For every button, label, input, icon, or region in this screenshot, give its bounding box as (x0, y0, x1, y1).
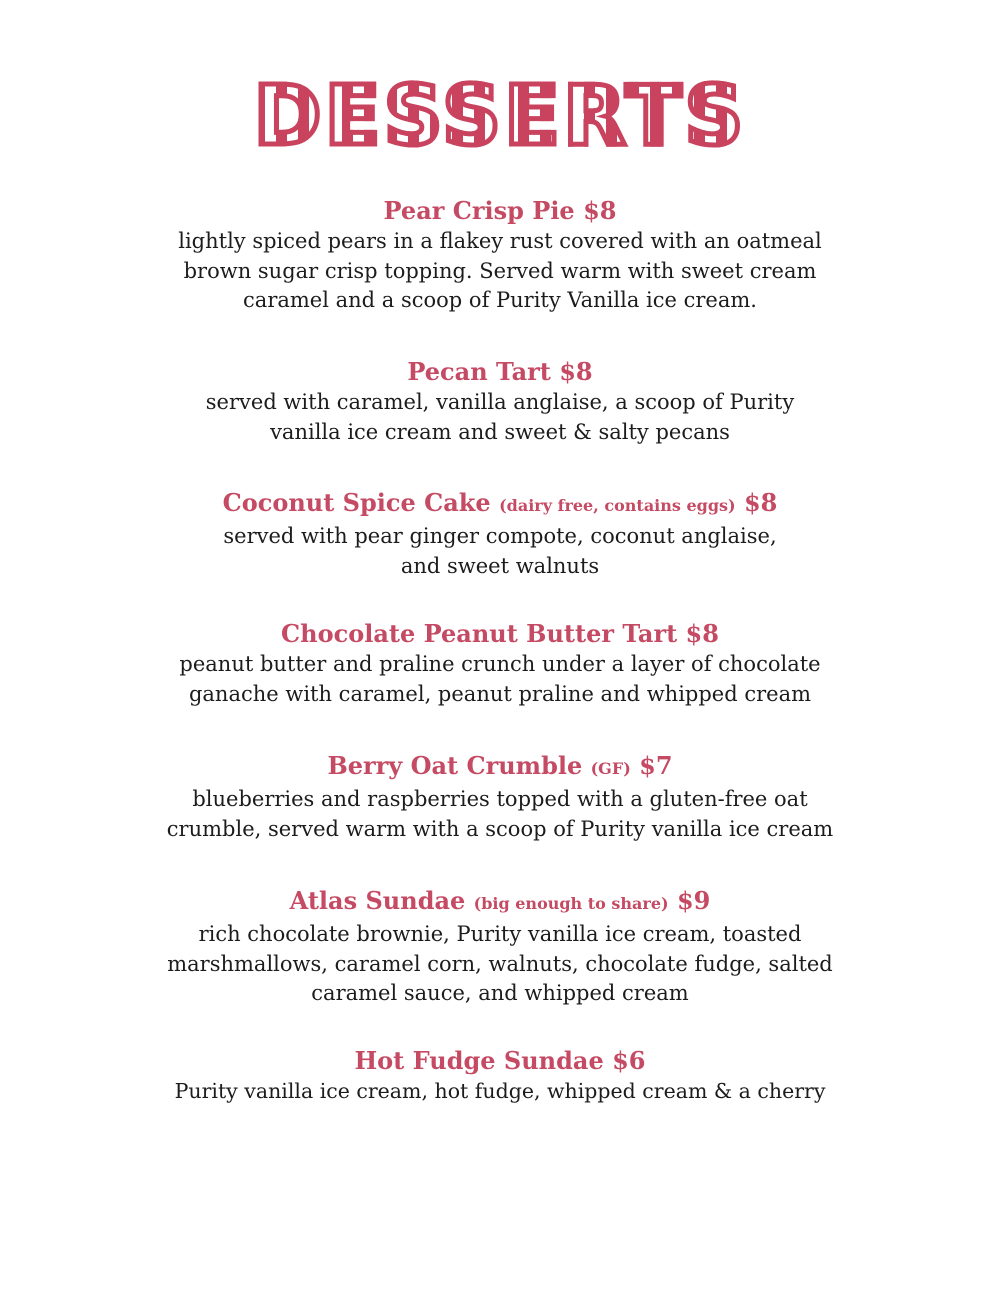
item-description: lightly spiced pears in a flakey rust covered with an oatmeal brown sugar crisp topping. Served warm with sweet cream caramel and a scoop of Purity Vanilla ice cream. (178, 229, 822, 312)
item-heading (100, 885, 900, 920)
item-name: Coconut Spice Cake (222, 488, 491, 517)
menu-item-pecan-tart (100, 356, 900, 447)
item-name: Atlas Sundae (289, 886, 466, 915)
menu-item-berry-oat-crumble (100, 750, 900, 844)
item-name: Chocolate Peanut Butter Tart (281, 619, 678, 648)
menu-item-coconut-spice-cake (100, 487, 900, 581)
menu-item-hot-fudge-sundae (100, 1045, 900, 1107)
item-price: $6 (612, 1046, 646, 1075)
item-price: $8 (559, 357, 593, 386)
item-price: $9 (676, 886, 711, 915)
item-description: blueberries and raspberries topped with a gluten-free oat crumble, served warm with a scoop of Purity vanilla ice cream (166, 787, 834, 841)
item-name: Pear Crisp Pie (383, 196, 575, 225)
item-note: (big enough to share) (473, 894, 669, 913)
item-name: Hot Fudge Sundae (354, 1046, 604, 1075)
item-description: peanut butter and praline crunch under a layer of chocolate ganache with caramel, peanut praline and whipped cream (179, 652, 821, 706)
item-description: served with pear ginger compote, coconut anglaise, and sweet walnuts (223, 524, 777, 578)
menu-item-chocolate-peanut-butter-tart (100, 618, 900, 709)
item-price: $8 (583, 196, 617, 225)
item-price: $8 (743, 488, 778, 517)
item-description: Purity vanilla ice cream, hot fudge, whipped cream & a cherry (174, 1079, 826, 1103)
item-heading (100, 356, 900, 388)
item-description: served with caramel, vanilla anglaise, a scoop of Purity vanilla ice cream and sweet & salty pecans (205, 390, 795, 444)
item-heading (100, 618, 900, 650)
item-price: $8 (685, 619, 719, 648)
item-description: rich chocolate brownie, Purity vanilla ice cream, toasted marshmallows, caramel corn, walnuts, chocolate fudge, salted caramel sauce, and whipped cream (167, 922, 833, 1005)
menu-item-pear-crisp-pie (100, 195, 900, 316)
item-heading (100, 195, 900, 227)
menu-title (0, 69, 1000, 164)
item-note: (dairy free, contains eggs) (499, 496, 736, 515)
item-price: $7 (639, 751, 673, 780)
item-name: Pecan Tart (407, 357, 551, 386)
item-note: (GF) (590, 759, 631, 778)
item-name: Berry Oat Crumble (327, 751, 583, 780)
menu-title-text: DESSERTS (253, 69, 747, 164)
item-heading (100, 487, 900, 522)
menu-item-atlas-sundae (100, 885, 900, 1009)
item-heading (100, 750, 900, 785)
item-heading (100, 1045, 900, 1077)
